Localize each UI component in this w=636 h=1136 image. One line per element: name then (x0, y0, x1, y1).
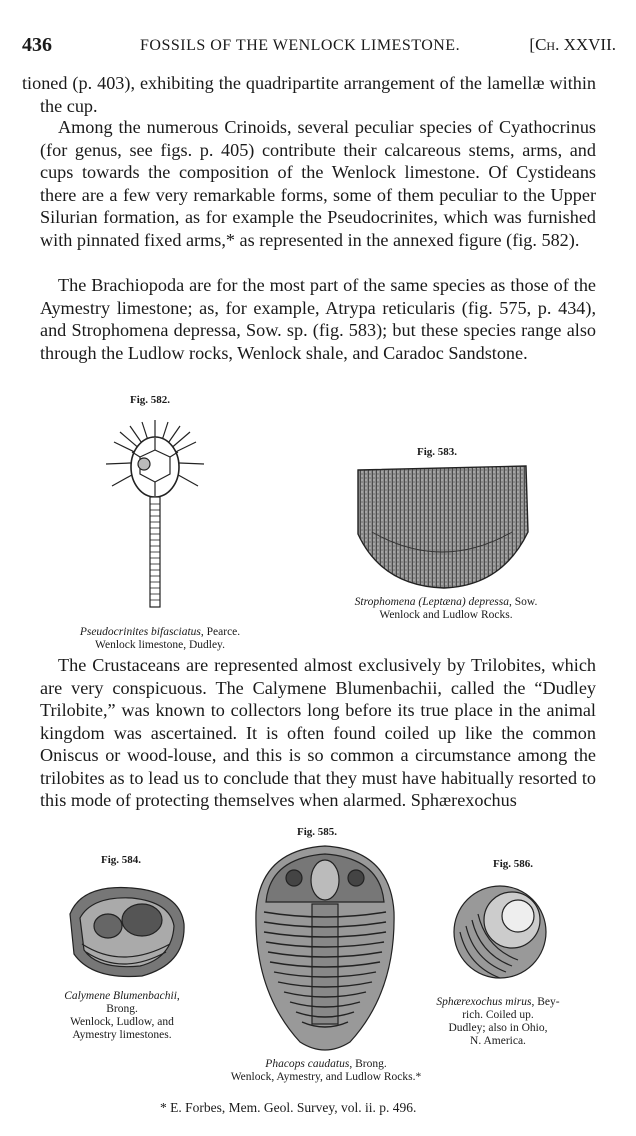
fig-586-note: rich. Coiled up. (462, 1009, 534, 1021)
paragraph-crustaceans: The Crustaceans are represented almost exclusively by Trilobites, which are very conspicuous. The Calymene Blumenbachii, called the “Dudley Trilobite,” was known to collectors long before its true place in the animal kingdom was ascertained. It is often found coiled up like the common Oniscus or wood-louse, and this is so common a circumstance among the trilobites as to lead us to conclude that they must have habitually resorted to this mode of protecting themselves when alarmed. Sphærexochus (40, 655, 596, 810)
fig-585-author: , Brong. (349, 1058, 387, 1070)
chapter-label: [Ch. XXVII. (529, 35, 616, 54)
fig-583-author: , Sow. (509, 596, 538, 608)
fig-584-species: Calymene Blumenbachii (64, 990, 177, 1002)
fig-585-species: Phacops caudatus (265, 1058, 350, 1070)
phacops-illustration (250, 842, 400, 1062)
fig-586-species: Sphærexochus mirus (436, 996, 532, 1008)
footnote: * E. Forbes, Mem. Geol. Survey, vol. ii. p. 496. (160, 1100, 417, 1115)
fig-582-locality: Wenlock limestone, Dudley. (95, 639, 225, 651)
paragraph-brachiopoda: The Brachiopoda are for the most part of the same species as those of the Aymestry limestone; as, for example, Atrypa reticularis (fig. 575, p. 434), and Strophomena depressa, Sow. sp. (fig. 583); but these species range also through the Ludlow rocks, Wenlock shale, and Caradoc Sandstone. (40, 275, 596, 363)
strophomena-illustration (352, 462, 532, 590)
fig-584-label: Fig. 584. (100, 854, 142, 866)
fig-586-locality-1: Dudley; also in Ohio, (448, 1022, 548, 1034)
fig-582-caption (40, 626, 280, 652)
fig-584-locality-2: Aymestry limestones. (72, 1029, 172, 1041)
fig-584-caption (22, 990, 222, 1042)
pseudocrinites-illustration (100, 412, 210, 612)
fig-582-species: Pseudocrinites bifasciatus (79, 626, 201, 638)
fig-583-label: Fig. 583. (416, 446, 458, 458)
fig-586-label: Fig. 586. (492, 858, 534, 870)
sphaerexochus-illustration (448, 876, 558, 986)
fig-582-author: , Pearce. (200, 626, 241, 638)
running-title: FOSSILS OF THE WENLOCK LIMESTONE. (140, 37, 461, 54)
fig-583-locality: Wenlock and Ludlow Rocks. (379, 609, 513, 621)
page-number: 436 (22, 34, 52, 56)
page-header (22, 34, 622, 60)
fig-586-caption (414, 996, 582, 1048)
fig-586-author: , Bey- (531, 996, 560, 1008)
paragraph-crinoids: Among the numerous Crinoids, several peculiar species of Cyathocrinus (for genus, see figs. p. 405) contribute their calcareous stems, arms, and cups towards the composition of the Wenlock limestone. Of Cystideans there are a few very remarkable forms, some of them peculiar to the Upper Silurian formation, as for example the Pseudocrinites, which was furnished with pinnated fixed arms,* as represented in the annexed figure (fig. 582). (40, 117, 596, 250)
fig-585-label: Fig. 585. (296, 826, 338, 838)
fig-585-caption (196, 1058, 456, 1084)
fig-582-label: Fig. 582. (129, 394, 171, 406)
fig-583-species: Strophomena (Leptæna) depressa (354, 596, 510, 608)
fig-584-punct: , (176, 990, 180, 1002)
paragraph-continued: tioned (p. 403), exhibiting the quadripartite arrangement of the lamellæ within the cup. (22, 73, 596, 116)
fig-584-locality-1: Wenlock, Ludlow, and (70, 1016, 174, 1028)
fig-586-locality-2: N. America. (470, 1035, 526, 1047)
fig-584-author: Brong. (106, 1003, 138, 1015)
calymene-illustration (62, 874, 192, 984)
fig-583-caption (326, 596, 566, 622)
fig-585-locality: Wenlock, Aymestry, and Ludlow Rocks.* (230, 1071, 422, 1083)
